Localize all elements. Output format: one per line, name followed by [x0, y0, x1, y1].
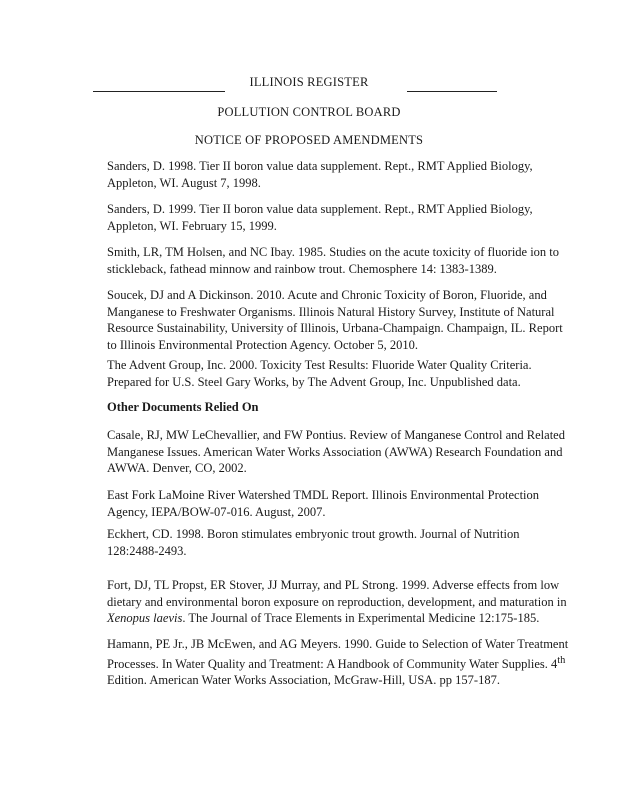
document-fort-text-end: . The Journal of Trace Elements in Experimental Medicine 12:175-185. — [182, 611, 540, 625]
document-fort-species: Xenopus laevis — [107, 611, 183, 625]
agency-title: POLLUTION CONTROL BOARD — [217, 105, 401, 119]
document-eckhert: Eckhert, CD. 1998. Boron stimulates embryonic trout growth. Journal of Nutrition 128:2488-2493. — [107, 527, 520, 558]
document-fort-text-start: Fort, DJ, TL Propst, ER Stover, JJ Murray, and PL Strong. 1999. Adverse effects from low dietary and environmental boron exposure on reproduction, development, and maturation in — [107, 578, 567, 609]
document-casale: Casale, RJ, MW LeChevallier, and FW Pontius. Review of Manganese Control and Related Manganese Issues. American Water Works Association (AWWA) Research Foundation and AWWA. Denver, CO, 2002. — [107, 428, 565, 475]
document-hamann-text-start: Hamann, PE Jr., JB McEwen, and AG Meyers. 1990. Guide to Selection of Water Treatment Processes. In Water Quality and Treatment: A Handbook of Community Water Supplies. 4 — [107, 637, 569, 671]
reference-sanders-1998: Sanders, D. 1998. Tier II boron value data supplement. Rept., RMT Applied Biology, Appleton, WI. August 7, 1998. — [107, 159, 533, 190]
reference-soucek-2010: Soucek, DJ and A Dickinson. 2010. Acute and Chronic Toxicity of Boron, Fluoride, and Manganese to Freshwater Organisms. Illinois Natural History Survey, Institute of Natural Resource Sustainability, University of Illinois, Urbana-Champaign. Champaign, IL. Report to Illinois Environmental Protection Agency. October 5, 2010. — [107, 288, 563, 352]
reference-sanders-1999: Sanders, D. 1999. Tier II boron value data supplement. Rept., RMT Applied Biology, Appleton, WI. February 15, 1999. — [107, 202, 533, 233]
reference-advent-2000: The Advent Group, Inc. 2000. Toxicity Test Results: Fluoride Water Quality Criteria. Prepared for U.S. Steel Gary Works, by The Advent Group, Inc. Unpublished data. — [107, 358, 532, 389]
header-rule-left — [93, 91, 225, 92]
register-title: ILLINOIS REGISTER — [249, 75, 369, 89]
section-heading: Other Documents Relied On — [107, 400, 259, 414]
document-fort — [107, 577, 569, 627]
document-east-fork-tmdl: East Fork LaMoine River Watershed TMDL Report. Illinois Environmental Protection Agency, IEPA/BOW-07-016. August, 2007. — [107, 488, 540, 519]
document-hamann-text-end: Edition. American Water Works Association, McGraw-Hill, USA. pp 157-187. — [107, 673, 500, 688]
reference-smith-1985: Smith, LR, TM Holsen, and NC Ibay. 1985. Studies on the acute toxicity of fluoride ion to stickleback, fathead minnow and rainbow trout. Chemosphere 14: 1383-1389. — [107, 245, 560, 276]
document-hamann-superscript: th — [557, 654, 566, 666]
header-rule-right — [407, 91, 497, 92]
document-hamann — [107, 636, 569, 689]
notice-title: NOTICE OF PROPOSED AMENDMENTS — [194, 133, 424, 147]
